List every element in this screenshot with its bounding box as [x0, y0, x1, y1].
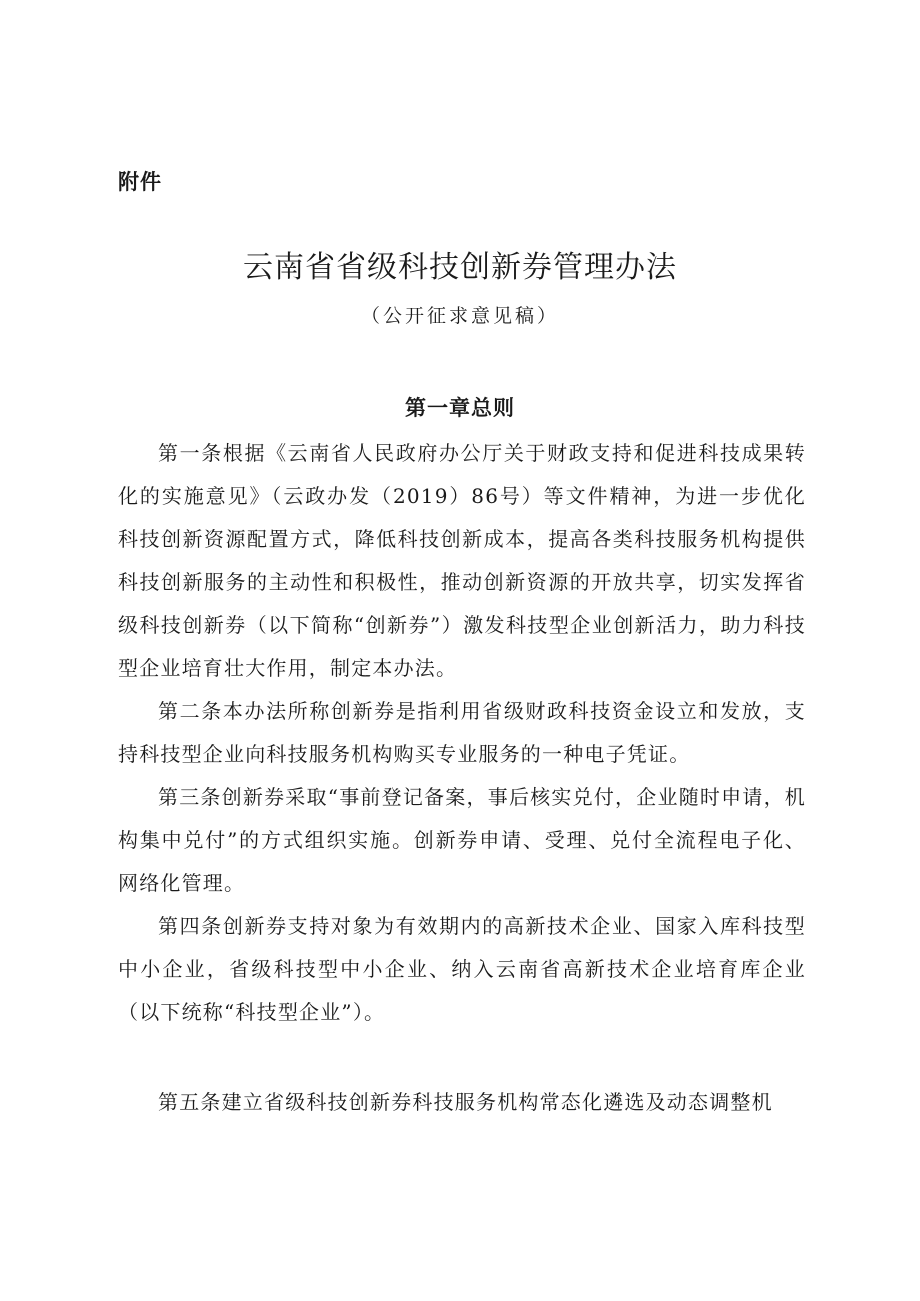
article-paragraph: 第四条创新券支持对象为有效期内的高新技术企业、国家入库科技型中小企业，省级科技型中小企业、纳入云南省高新技术企业培育库企业（以下统称“科技型企业”）。	[118, 914, 806, 1024]
article-paragraph: 第二条本办法所称创新券是指利用省级财政科技资金设立和发放，支持科技型企业向科技服务机构购买专业服务的一种电子凭证。	[118, 699, 806, 766]
article-paragraph: 第五条建立省级科技创新券科技服务机构常态化遴选及动态调整机	[158, 1090, 773, 1114]
article-5	[118, 1081, 806, 1124]
article-3	[118, 776, 806, 905]
article-paragraph: 第三条创新券采取“事前登记备案，事后核实兑付，企业随时申请，机构集中兑付”的方式组织实施。创新券申请、受理、兑付全流程电子化、网络化管理。	[118, 785, 806, 895]
document-title: 云南省省级科技创新券管理办法	[243, 250, 677, 285]
article-paragraph: 第一条根据《云南省人民政府办公厅关于财政支持和促进科技成果转化的实施意见》（云政办发（2019）86号）等文件精神，为进一步优化科技创新资源配置方式，降低科技创新成本，提高各类科技服务机构提供科技创新服务的主动性和积极性，推动创新资源的开放共享，切实发挥省级科技创新券（以下简称“创新券”）激发科技型企业创新活力，助力科技型企业培育壮大作用，制定本办法。	[118, 441, 806, 680]
article-1	[118, 432, 806, 690]
document-subtitle: （公开征求意见稿）	[360, 305, 559, 327]
article-4	[118, 905, 806, 1034]
attachment-label: 附件	[118, 170, 162, 194]
article-2	[118, 690, 806, 776]
chapter-heading: 第一章总则	[405, 396, 515, 420]
